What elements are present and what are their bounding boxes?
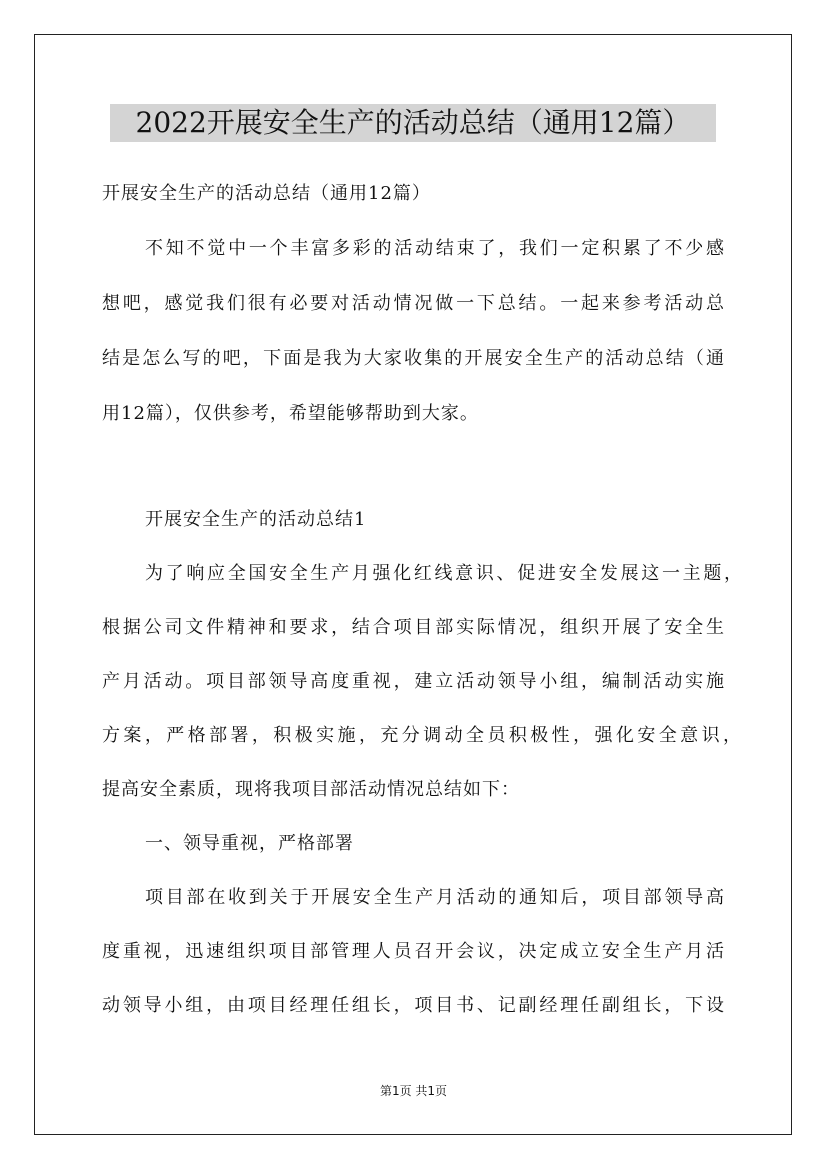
para-line-2: 度重视，迅速组织项目部管理人员召开会议，决定成立安全生产月活 bbox=[102, 941, 725, 962]
section-heading: 开展安全生产的活动总结1 bbox=[145, 509, 367, 530]
section-line-4: 方案，严格部署，积极实施，充分调动全员积极性，强化安全意识， bbox=[102, 725, 742, 746]
section-line-5: 提高安全素质，现将我项目部活动情况总结如下： bbox=[102, 779, 520, 800]
intro-line-4: 用12篇），仅供参考，希望能够帮助到大家。 bbox=[102, 403, 479, 424]
section-line-1: 为了响应全国安全生产月强化红线意识、促进安全发展这一主题， bbox=[145, 563, 743, 584]
para-line-3: 动领导小组，由项目经理任组长，项目书、记副经理任副组长，下设 bbox=[102, 995, 725, 1016]
document-title: 2022开展安全生产的活动总结（通用12篇） bbox=[110, 104, 716, 142]
section-line-2: 根据公司文件精神和要求，结合项目部实际情况，组织开展了安全生 bbox=[102, 617, 725, 638]
section-line-3: 产月活动。项目部领导高度重视，建立活动领导小组，编制活动实施 bbox=[102, 671, 725, 692]
document-subtitle: 开展安全生产的活动总结（通用12篇） bbox=[102, 183, 431, 204]
para-line-1: 项目部在收到关于开展安全生产月活动的通知后，项目部领导高 bbox=[145, 887, 725, 908]
page-number: 第1页 共1页 bbox=[379, 1084, 448, 1098]
subheading: 一、领导重视，严格部署 bbox=[145, 833, 354, 854]
intro-line-1: 不知不觉中一个丰富多彩的活动结束了，我们一定积累了不少感 bbox=[145, 238, 725, 259]
intro-line-2: 想吧，感觉我们很有必要对活动情况做一下总结。一起来参考活动总 bbox=[102, 293, 725, 314]
intro-line-3: 结是怎么写的吧，下面是我为大家收集的开展安全生产的活动总结（通 bbox=[102, 348, 725, 369]
